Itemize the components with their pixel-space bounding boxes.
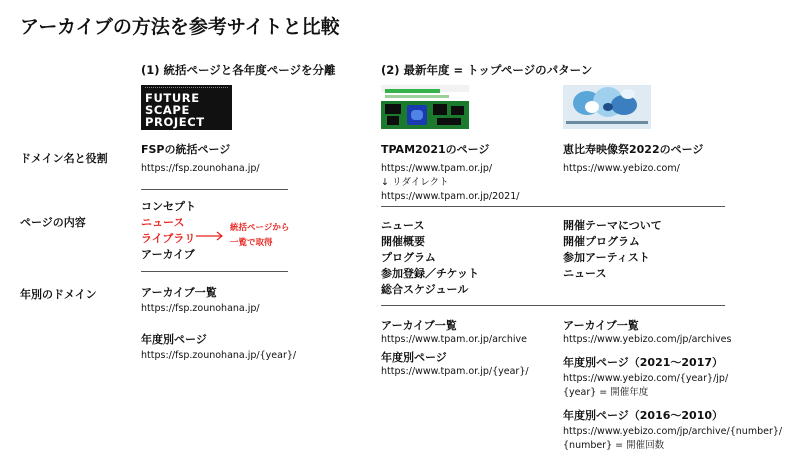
yebizo-archive-url[interactable]: https://www.yebizo.com/jp/archives — [563, 334, 732, 345]
list-item: コンセプト — [141, 200, 196, 213]
fsp-logo — [141, 85, 232, 130]
note-line-1: 統括ページから — [230, 223, 290, 233]
yebizo-thumbnail — [563, 85, 651, 129]
col1-heading: (1) 統括ページと各年度ページを分離 — [141, 63, 336, 77]
tpam-redirect: ↓ リダイレクト — [381, 177, 449, 188]
arrow-right-icon — [196, 231, 224, 241]
yebizo-content-list — [563, 218, 662, 282]
yebizo-year1-label: 年度別ページ（2021〜2017） — [563, 356, 724, 369]
row-label-domain: ドメイン名と役割 — [20, 152, 108, 165]
divider — [381, 206, 725, 207]
yebizo-url[interactable]: https://www.yebizo.com/ — [563, 163, 680, 174]
fsp-content-list — [141, 199, 196, 263]
list-item: アーカイブ — [141, 248, 195, 261]
yebizo-year1-note: {year} = 開催年度 — [563, 387, 649, 398]
yebizo-site-name: 恵比寿映像祭2022のページ — [563, 143, 704, 156]
list-item: 開催概要 — [381, 235, 425, 248]
tpam-year-url[interactable]: https://www.tpam.or.jp/{year}/ — [381, 366, 529, 377]
row-label-content: ページの内容 — [20, 216, 86, 229]
page-title: アーカイブの方法を参考サイトと比較 — [20, 16, 340, 38]
tpam-year-label: 年度別ページ — [381, 351, 447, 364]
tpam-url[interactable]: https://www.tpam.or.jp/ — [381, 163, 493, 174]
tpam-url-2021[interactable]: https://www.tpam.or.jp/2021/ — [381, 191, 520, 202]
yebizo-archive-label: アーカイブ一覧 — [563, 319, 639, 332]
fsp-site-url[interactable]: https://fsp.zounohana.jp/ — [141, 163, 260, 174]
tpam-content-list — [381, 218, 479, 298]
fsp-year-label: 年度別ページ — [141, 333, 207, 346]
divider — [141, 189, 288, 190]
fsp-year-url[interactable]: https://fsp.zounohana.jp/{year}/ — [141, 350, 297, 361]
list-item: ニュース — [563, 267, 607, 280]
list-item-highlight: ニュース — [141, 216, 185, 229]
yebizo-year2-note: {number} = 開催回数 — [563, 440, 665, 451]
fsp-logo-line-2: SCAPE — [145, 103, 190, 117]
yebizo-year2-url[interactable]: https://www.yebizo.com/jp/archive/{number}/ — [563, 426, 783, 437]
tpam-archive-url[interactable]: https://www.tpam.or.jp/archive — [381, 334, 527, 345]
list-item-highlight: ライブラリ — [141, 232, 196, 245]
list-item: プログラム — [381, 251, 436, 264]
yebizo-year1-url[interactable]: https://www.yebizo.com/{year}/jp/ — [563, 373, 729, 384]
fsp-logo-line-3: PROJECT — [145, 115, 205, 129]
col2-heading: (2) 最新年度 = トップページのパターン — [381, 63, 593, 77]
divider — [381, 305, 725, 306]
list-item: 開催プログラム — [563, 235, 640, 248]
fsp-logo-line-1: FUTURE — [145, 91, 200, 105]
divider — [141, 271, 288, 272]
yebizo-year2-label: 年度別ページ（2016〜2010） — [563, 409, 724, 422]
tpam-site-name: TPAM2021のページ — [381, 143, 490, 156]
fsp-site-name: FSPの統括ページ — [141, 143, 231, 156]
note-line-2: 一覧で取得 — [230, 238, 273, 248]
fsp-archive-url[interactable]: https://fsp.zounohana.jp/ — [141, 303, 260, 314]
list-item: 参加アーティスト — [563, 251, 650, 264]
tpam-thumbnail — [381, 85, 469, 129]
tpam-archive-label: アーカイブ一覧 — [381, 319, 457, 332]
list-item: 参加登録／チケット — [381, 267, 480, 280]
row-label-yearly: 年別のドメイン — [20, 288, 97, 301]
list-item: ニュース — [381, 219, 425, 232]
fsp-archive-label: アーカイブ一覧 — [141, 286, 217, 299]
list-item: 開催テーマについて — [563, 219, 662, 232]
list-item: 総合スケジュール — [381, 283, 469, 296]
